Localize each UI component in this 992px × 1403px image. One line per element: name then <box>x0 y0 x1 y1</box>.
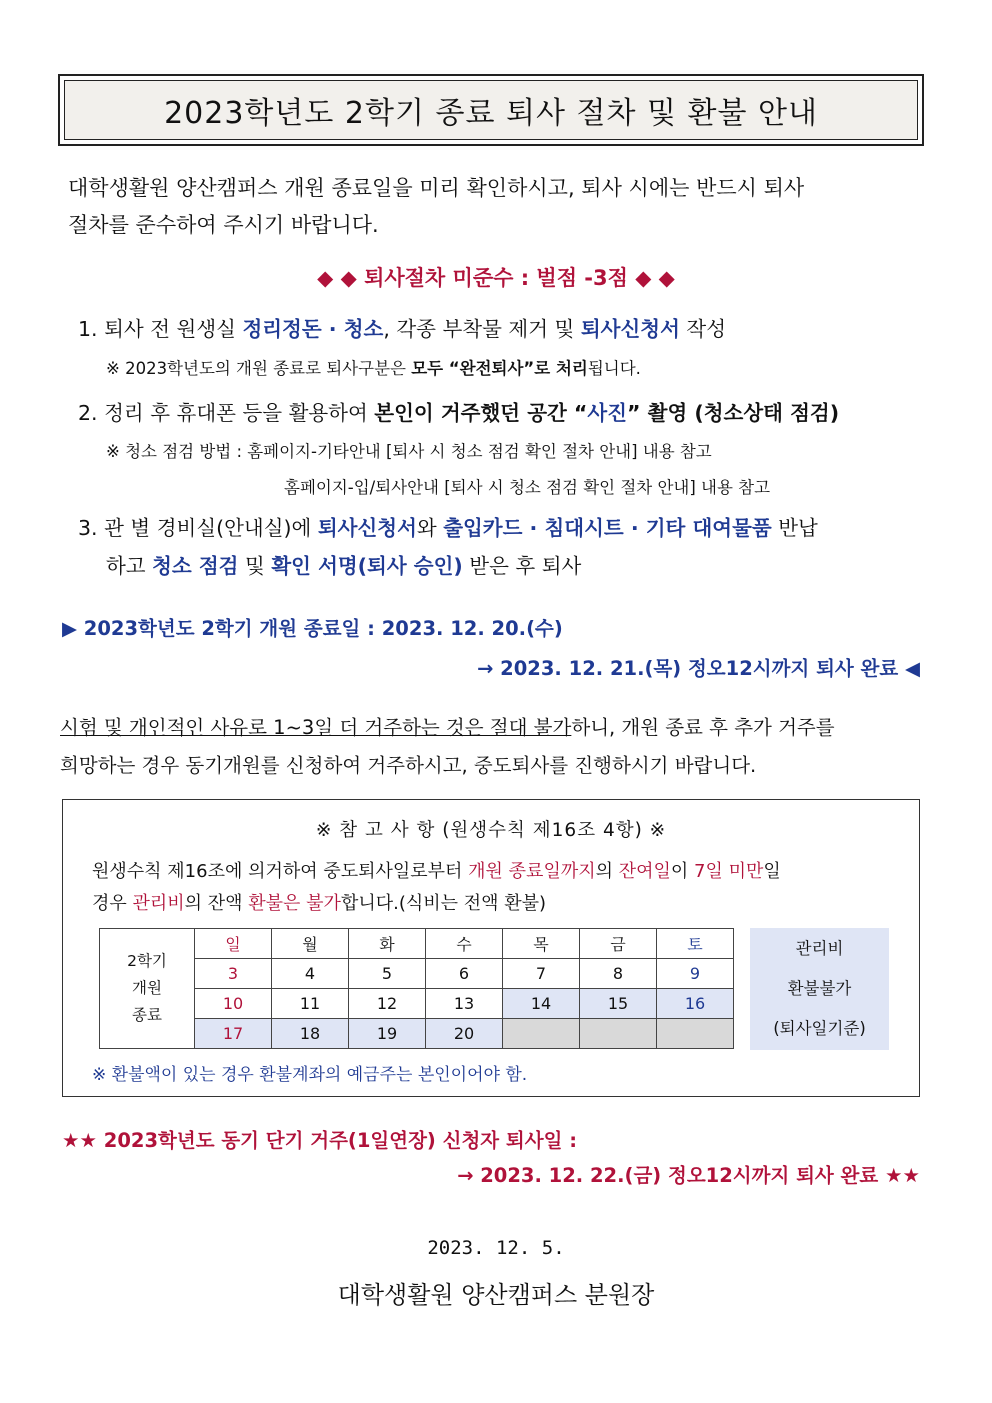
intro-line-2: 절차를 준수하여 주시기 바랍니다. <box>68 213 379 237</box>
step-1-text: 1. 퇴사 전 원생실 <box>78 317 243 341</box>
step-2 <box>78 398 839 428</box>
step-1 <box>78 314 726 344</box>
ref-text-2c: 의 잔액 <box>184 893 249 914</box>
step-1-note-text: ※ 2023학년도의 개원 종료로 퇴사구분은 <box>106 359 412 378</box>
winter-stay-line-2: → 2023. 12. 22.(금) 정오12시까지 퇴사 완료 ★★ <box>457 1164 920 1187</box>
step-1-highlight-2: 퇴사신청서 <box>580 317 680 341</box>
ref-text-e: 이 <box>670 861 695 882</box>
calendar-day-tue: 화 <box>349 929 426 959</box>
reference-line-1 <box>92 856 781 888</box>
calendar-cell-nonrefundable: 17 <box>195 1019 272 1049</box>
calendar-cell: 8 <box>580 959 657 989</box>
step-3-line-2 <box>106 551 581 581</box>
step-3-highlight-2: 출입카드 · 침대시트 · 기타 대여물품 <box>443 516 772 540</box>
calendar-cell: 3 <box>195 959 272 989</box>
refund-label-1: 관리비 <box>795 939 844 958</box>
stay-notice-underline: 시험 및 개인적인 사유로 1~3일 더 거주하는 것은 절대 불가 <box>60 716 572 739</box>
step-3-highlight-4: 확인 서명(퇴사 승인) <box>271 554 463 578</box>
step-1-text-mid: , 각종 부착물 제거 및 <box>383 317 581 341</box>
step-2-highlight: 사진 <box>587 401 628 425</box>
step-2-note-1: ※ 청소 점검 방법 : 홈페이지-기타안내 [퇴사 시 청소 점검 확인 절차 안내] 내용 참고 <box>106 442 712 461</box>
step-3-text-mid: 와 <box>416 516 444 540</box>
winter-stay-line-1: ★★ 2023학년도 동기 단기 거주(1일연장) 신청자 퇴사일 : <box>62 1129 578 1152</box>
calendar-cell-nonrefundable: 19 <box>349 1019 426 1049</box>
reference-line-2 <box>92 888 781 920</box>
end-date-line-1: ▶ 2023학년도 2학기 개원 종료일 : 2023. 12. 20.(수) <box>62 617 563 640</box>
refund-label-3: (퇴사일기준) <box>773 1019 866 1038</box>
calendar-week-row <box>100 1019 734 1049</box>
step-2-bold-1: 본인이 거주했던 공간 “ <box>374 401 588 425</box>
reference-heading: ※ 참 고 사 항 (원생수칙 제16조 4항) ※ <box>315 820 667 841</box>
calendar-cell-nonrefundable: 16 <box>657 989 734 1019</box>
intro-paragraph <box>68 170 928 244</box>
calendar-day-sat: 토 <box>657 929 734 959</box>
ref-red-b: 개원 종료일까지 <box>468 861 596 882</box>
calendar-cell-empty <box>580 1019 657 1049</box>
ref-red-2d: 환불은 불가 <box>248 893 341 914</box>
reference-paragraph <box>92 856 781 920</box>
calendar-cell-empty <box>657 1019 734 1049</box>
step-3-text: 3. 관 별 경비실(안내실)에 <box>78 516 318 540</box>
refund-unavailable-box <box>750 928 889 1050</box>
step-1-note <box>106 356 641 382</box>
ref-text-2a: 경우 <box>92 893 133 914</box>
ref-text-g: 일 <box>763 861 781 882</box>
page-title: 2023학년도 2학기 종료 퇴사 절차 및 환불 안내 <box>64 80 918 140</box>
end-date-line-2: → 2023. 12. 21.(목) 정오12시까지 퇴사 완료 ◀ <box>477 657 920 680</box>
calendar-week-row <box>100 959 734 989</box>
refund-label-2: 환불불가 <box>787 979 852 998</box>
ref-red-f: 7일 미만 <box>694 861 764 882</box>
calendar-row-label: 2학기 개원 종료 <box>100 929 195 1049</box>
calendar-cell: 7 <box>503 959 580 989</box>
penalty-warning: ◆ ◆ 퇴사절차 미준수 : 벌점 -3점 ◆ ◆ <box>317 266 675 290</box>
calendar-day-sun: 일 <box>195 929 272 959</box>
reference-footnote: ※ 환불액이 있는 경우 환불계좌의 예금주는 본인이어야 함. <box>92 1065 528 1085</box>
calendar-cell: 9 <box>657 959 734 989</box>
calendar-cell-nonrefundable: 20 <box>426 1019 503 1049</box>
step-2-note-2: 홈페이지-입/퇴사안내 [퇴사 시 청소 점검 확인 절차 안내] 내용 참고 <box>284 478 771 497</box>
ref-red-2b: 관리비 <box>132 893 185 914</box>
calendar-cell: 10 <box>195 989 272 1019</box>
step-2-bold-2: ” 촬영 (청소상태 점검) <box>627 401 840 425</box>
calendar-cell: 5 <box>349 959 426 989</box>
step-3-text-mid-2: 및 <box>238 554 272 578</box>
step-3-text-end-2: 받은 후 퇴사 <box>462 554 582 578</box>
calendar-day-fri: 금 <box>580 929 657 959</box>
step-1-note-bold: 모두 “완전퇴사”로 처리 <box>411 359 588 378</box>
calendar-cell-nonrefundable: 14 <box>503 989 580 1019</box>
stay-notice <box>60 709 940 785</box>
step-1-text-end: 작성 <box>679 317 727 341</box>
step-3-highlight-1: 퇴사신청서 <box>317 516 417 540</box>
step-3-line-1 <box>78 513 818 543</box>
step-3-highlight-3: 청소 점검 <box>152 554 239 578</box>
calendar-table <box>99 928 734 1049</box>
signature: 대학생활원 양산캠퍼스 분원장 <box>337 1281 655 1309</box>
stay-notice-line-1 <box>60 709 940 747</box>
stay-notice-rest: 하니, 개원 종료 후 추가 거주를 <box>571 716 835 739</box>
calendar-day-wed: 수 <box>426 929 503 959</box>
ref-red-d: 잔여일 <box>618 861 671 882</box>
intro-line-1: 대학생활원 양산캠퍼스 개원 종료일을 미리 확인하시고, 퇴사 시에는 반드시 퇴사 <box>68 176 805 200</box>
document-date: 2023. 12. 5. <box>427 1237 565 1259</box>
calendar-day-thu: 목 <box>503 929 580 959</box>
calendar-week-row <box>100 989 734 1019</box>
step-3-text-2: 하고 <box>106 554 153 578</box>
step-3-text-end: 반납 <box>771 516 818 540</box>
step-1-note-end: 됩니다. <box>587 359 641 378</box>
calendar-cell: 13 <box>426 989 503 1019</box>
ref-text-c: 의 <box>595 861 619 882</box>
calendar-cell: 12 <box>349 989 426 1019</box>
stay-notice-line-2: 희망하는 경우 동기개원를 신청하여 거주하시고, 중도퇴사를 진행하시기 바랍니다. <box>60 754 757 777</box>
ref-text-2e: 합니다.(식비는 전액 환불) <box>340 893 547 914</box>
step-1-highlight-1: 정리정돈 · 청소 <box>242 317 384 341</box>
calendar-cell: 11 <box>272 989 349 1019</box>
calendar-cell: 6 <box>426 959 503 989</box>
step-2-text: 2. 정리 후 휴대폰 등을 활용하여 <box>78 401 375 425</box>
calendar-header-row <box>100 929 734 959</box>
title-box <box>58 74 924 146</box>
calendar-cell-nonrefundable: 18 <box>272 1019 349 1049</box>
calendar-cell: 4 <box>272 959 349 989</box>
calendar-cell-nonrefundable: 15 <box>580 989 657 1019</box>
calendar-cell-empty <box>503 1019 580 1049</box>
ref-text-a: 원생수칙 제16조에 의거하여 중도퇴사일로부터 <box>92 861 469 882</box>
calendar-day-mon: 월 <box>272 929 349 959</box>
